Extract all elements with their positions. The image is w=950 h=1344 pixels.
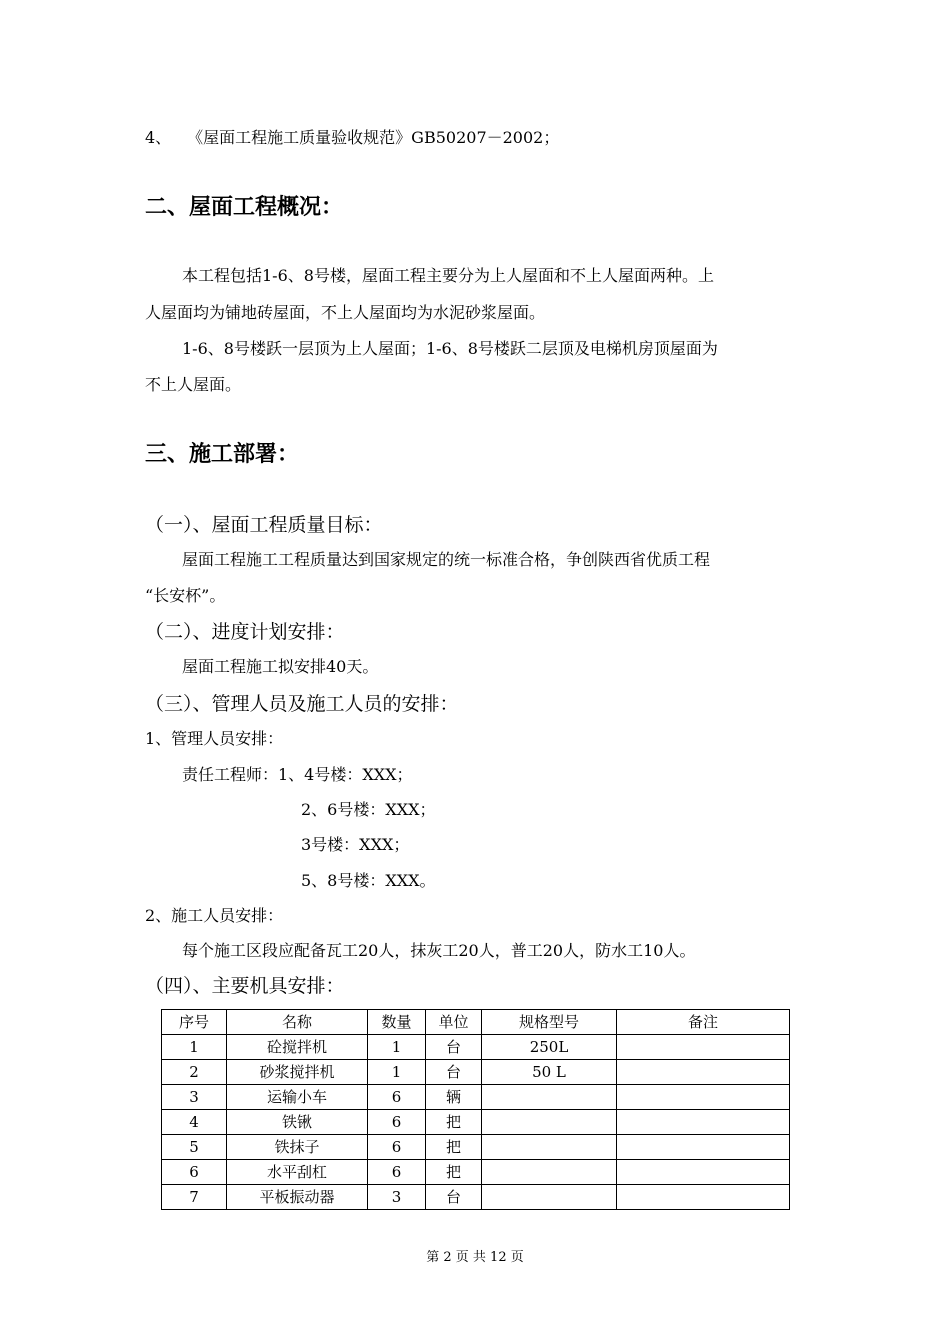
table-cell: 3 xyxy=(368,1185,426,1210)
overview-paragraph-1-line-2: 人屋面均为铺地砖屋面，不上人屋面均为水泥砂浆屋面。 xyxy=(145,303,546,322)
header-cell-unit: 单位 xyxy=(426,1010,482,1035)
table-header-row xyxy=(162,1010,790,1035)
header-cell-spec: 规格型号 xyxy=(482,1010,617,1035)
table-row xyxy=(162,1135,790,1160)
table-cell: 6 xyxy=(368,1135,426,1160)
page-footer: 第 2 页 共 12 页 xyxy=(426,1250,524,1265)
table-cell: 台 xyxy=(426,1035,482,1060)
table-cell: 50 L xyxy=(482,1060,617,1085)
table-cell: 1 xyxy=(368,1035,426,1060)
table-cell xyxy=(482,1135,617,1160)
quality-text-line-1: 屋面工程施工工程质量达到国家规定的统一标准合格，争创陕西省优质工程 xyxy=(182,550,711,569)
table-cell: 运输小车 xyxy=(227,1085,368,1110)
table-cell xyxy=(482,1160,617,1185)
table-row xyxy=(162,1060,790,1085)
table-cell xyxy=(617,1060,790,1085)
table-cell: 把 xyxy=(426,1135,482,1160)
overview-paragraph-2-line-1: 1-6、8号楼跃一层顶为上人屋面；1-6、8号楼跃二层顶及电梯机房顶屋面为 xyxy=(182,339,718,358)
management-staff-line-3: 3号楼：XXX； xyxy=(301,835,410,854)
quality-text-line-2: “长安杯”。 xyxy=(145,586,226,605)
table-cell: 6 xyxy=(368,1110,426,1135)
table-cell: 250L xyxy=(482,1035,617,1060)
section-title-deployment: 三、施工部署： xyxy=(145,442,300,467)
table-cell: 1 xyxy=(368,1060,426,1085)
table-row xyxy=(162,1035,790,1060)
subsection-title-quality: （一）、屋面工程质量目标： xyxy=(145,514,383,536)
subsection-title-staffing: （三）、管理人员及施工人员的安排： xyxy=(145,693,459,715)
table-cell: 2 xyxy=(162,1060,227,1085)
table-cell xyxy=(617,1135,790,1160)
table-cell: 3 xyxy=(162,1085,227,1110)
schedule-text: 屋面工程施工拟安排40天。 xyxy=(182,657,379,676)
table-cell: 1 xyxy=(162,1035,227,1060)
management-staff-line-1: 责任工程师：1、4号楼：XXX； xyxy=(182,765,413,784)
header-cell-index: 序号 xyxy=(162,1010,227,1035)
table-cell: 砂浆搅拌机 xyxy=(227,1060,368,1085)
table-cell: 辆 xyxy=(426,1085,482,1110)
table-row xyxy=(162,1160,790,1185)
equipment-table xyxy=(161,1009,790,1210)
table-cell: 台 xyxy=(426,1185,482,1210)
table-cell xyxy=(617,1110,790,1135)
table-cell: 砼搅拌机 xyxy=(227,1035,368,1060)
table-cell xyxy=(617,1085,790,1110)
construction-staff-title: 2、施工人员安排： xyxy=(145,906,284,925)
table-cell xyxy=(617,1160,790,1185)
overview-paragraph-1-line-1: 本工程包括1-6、8号楼，屋面工程主要分为上人屋面和不上人屋面两种。上 xyxy=(182,266,714,285)
table-cell xyxy=(482,1110,617,1135)
table-cell xyxy=(482,1085,617,1110)
management-staff-line-4: 5、8号楼：XXX。 xyxy=(301,871,436,890)
table-cell: 把 xyxy=(426,1110,482,1135)
table-cell: 台 xyxy=(426,1060,482,1085)
table-cell xyxy=(617,1035,790,1060)
overview-paragraph-2-line-2: 不上人屋面。 xyxy=(145,375,242,394)
header-cell-quantity: 数量 xyxy=(368,1010,426,1035)
header-cell-remarks: 备注 xyxy=(617,1010,790,1035)
table-cell: 5 xyxy=(162,1135,227,1160)
table-cell: 7 xyxy=(162,1185,227,1210)
table-cell: 水平刮杠 xyxy=(227,1160,368,1185)
management-staff-title: 1、管理人员安排： xyxy=(145,729,284,748)
table-cell xyxy=(617,1185,790,1210)
table-cell: 6 xyxy=(162,1160,227,1185)
management-staff-line-2: 2、6号楼：XXX； xyxy=(301,800,436,819)
header-cell-name: 名称 xyxy=(227,1010,368,1035)
table-row xyxy=(162,1110,790,1135)
construction-staff-text: 每个施工区段应配备瓦工20人，抹灰工20人，普工20人，防水工10人。 xyxy=(182,941,696,960)
reference-item-4: 4、 《屋面工程施工质量验收规范》GB50207－2002； xyxy=(145,128,560,147)
section-title-overview: 二、屋面工程概况： xyxy=(145,195,344,220)
table-row xyxy=(162,1185,790,1210)
table-cell: 把 xyxy=(426,1160,482,1185)
table-cell xyxy=(482,1185,617,1210)
table-cell: 6 xyxy=(368,1160,426,1185)
table-row xyxy=(162,1085,790,1110)
table-cell: 平板振动器 xyxy=(227,1185,368,1210)
subsection-title-equipment: （四）、主要机具安排： xyxy=(145,975,345,997)
table-cell: 铁抹子 xyxy=(227,1135,368,1160)
table-cell: 4 xyxy=(162,1110,227,1135)
table-cell: 6 xyxy=(368,1085,426,1110)
subsection-title-schedule: （二）、进度计划安排： xyxy=(145,621,345,643)
table-cell: 铁锹 xyxy=(227,1110,368,1135)
